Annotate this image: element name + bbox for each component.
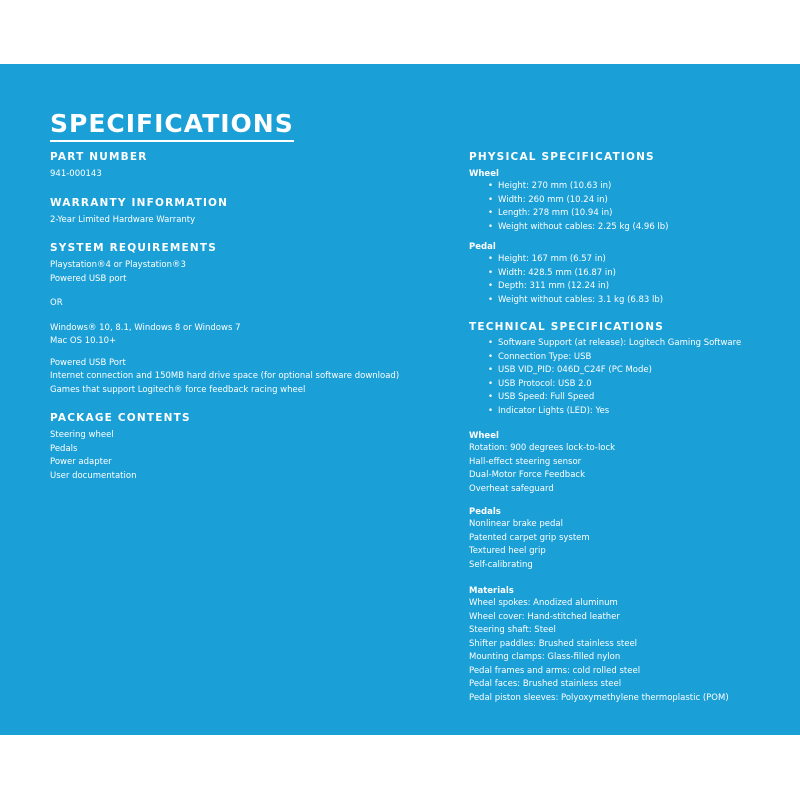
package-contents-list: [50, 429, 440, 483]
wheel-dimensions-list: [469, 180, 789, 234]
extra-requirements: [50, 357, 440, 398]
tech-wheel-list: [469, 442, 789, 496]
requirement-line: Playstation®4 or Playstation®3: [50, 260, 186, 270]
list-item: Shifter paddles: Brushed stainless steel: [469, 638, 638, 649]
list-item: Pedals: [50, 443, 78, 454]
list-item: • Software Support (at release): Logitech Gaming Software: [498, 337, 789, 351]
pedal-subheading: Pedal: [469, 242, 496, 252]
technical-specs-heading: TECHNICAL SPECIFICATIONS: [469, 321, 664, 333]
list-item: Wheel spokes: Anodized aluminum: [469, 598, 618, 608]
materials-list: [469, 597, 789, 705]
list-item: Dual-Motor Force Feedback: [469, 470, 586, 480]
list-item: • Width: 428.5 mm (16.87 in): [498, 267, 789, 281]
list-item: Steering wheel: [50, 430, 114, 440]
warranty-value: 2-Year Limited Hardware Warranty: [50, 214, 196, 225]
list-item: Steering shaft: Steel: [469, 625, 556, 635]
part-number-heading: PART NUMBER: [50, 151, 148, 163]
list-item: Self-calibrating: [469, 559, 533, 570]
tech-pedals-subheading: Pedals: [469, 507, 501, 517]
requirement-line: Windows® 10, 8.1, Windows 8 or Windows 7: [50, 322, 241, 333]
pedal-dimensions-list: [469, 253, 789, 307]
list-item: • USB Protocol: USB 2.0: [498, 378, 789, 392]
list-item: • Width: 260 mm (10.24 in): [498, 194, 789, 208]
requirement-line: Powered USB port: [50, 273, 127, 284]
physical-specs-heading: PHYSICAL SPECIFICATIONS: [469, 151, 655, 163]
list-item: Nonlinear brake pedal: [469, 519, 563, 529]
requirement-line: Powered USB Port: [50, 357, 126, 368]
list-item: Hall-effect steering sensor: [469, 456, 582, 467]
or-text: OR: [50, 298, 63, 308]
left-column: [50, 150, 440, 483]
list-item: Pedal frames and arms: cold rolled steel: [469, 665, 641, 676]
list-item: Mounting clamps: Glass-filled nylon: [469, 652, 621, 662]
list-item: • Indicator Lights (LED): Yes: [498, 405, 789, 419]
list-item: • Depth: 311 mm (12.24 in): [498, 280, 789, 294]
page-title: SPECIFICATIONS: [50, 108, 294, 142]
list-item: • Height: 270 mm (10.63 in): [498, 180, 789, 194]
tech-wheel-subheading: Wheel: [469, 431, 499, 441]
list-item: Wheel cover: Hand-stitched leather: [469, 611, 620, 622]
list-item: Power adapter: [50, 457, 112, 467]
console-requirements: [50, 259, 440, 286]
list-item: Rotation: 900 degrees lock-to-lock: [469, 443, 616, 453]
requirement-line: Internet connection and 150MB hard drive space (for optional software download): [50, 371, 400, 381]
tech-pedals-list: [469, 518, 789, 572]
requirement-line: Mac OS 10.10+: [50, 336, 117, 346]
wheel-subheading: Wheel: [469, 169, 499, 179]
spec-panel: [0, 64, 800, 735]
list-item: • Weight without cables: 2.25 kg (4.96 lb): [498, 221, 789, 235]
list-item: User documentation: [50, 470, 137, 481]
right-column: [469, 150, 789, 705]
list-item: • Height: 167 mm (6.57 in): [498, 253, 789, 267]
list-item: Pedal faces: Brushed stainless steel: [469, 679, 622, 689]
pc-requirements: [50, 322, 440, 349]
list-item: Pedal piston sleeves: Polyoxymethylene thermoplastic (POM): [469, 692, 729, 703]
package-contents-heading: PACKAGE CONTENTS: [50, 412, 191, 424]
requirement-line: Games that support Logitech® force feedback racing wheel: [50, 384, 306, 395]
list-item: Patented carpet grip system: [469, 532, 590, 543]
list-item: Textured heel grip: [469, 546, 546, 556]
list-item: • Length: 278 mm (10.94 in): [498, 207, 789, 221]
materials-subheading: Materials: [469, 586, 514, 596]
list-item: • USB VID_PID: 046D_C24F (PC Mode): [498, 364, 789, 378]
list-item: • USB Speed: Full Speed: [498, 391, 789, 405]
part-number-value: 941-000143: [50, 169, 102, 179]
list-item: • Connection Type: USB: [498, 351, 789, 365]
technical-specs-list: [469, 337, 789, 418]
warranty-heading: WARRANTY INFORMATION: [50, 196, 229, 209]
list-item: Overheat safeguard: [469, 483, 554, 494]
system-requirements-heading: SYSTEM REQUIREMENTS: [50, 242, 217, 254]
list-item: • Weight without cables: 3.1 kg (6.83 lb): [498, 294, 789, 308]
